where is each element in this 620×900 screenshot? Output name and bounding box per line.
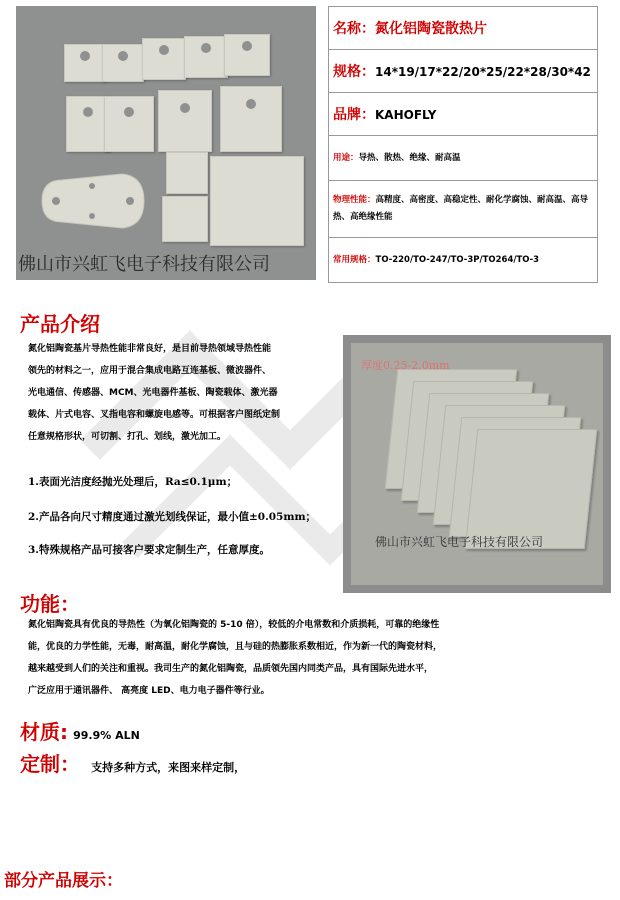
spec-row-physical — [329, 181, 598, 238]
spec-label: 物理性能： — [333, 195, 376, 205]
spec-value: KAHOFLY — [375, 108, 437, 122]
product-photo-plates — [16, 6, 316, 280]
spec-table — [328, 6, 598, 283]
intro-line: 氮化铝陶瓷基片导热性能非常良好，是目前导热领域导热性能 — [28, 344, 272, 354]
thickness-label: 厚度0.25-2.0mm — [361, 359, 450, 372]
material-heading: 材质: — [20, 720, 68, 744]
function-paragraph — [28, 614, 608, 702]
intro-point: 3.特殊规格产品可接客户要求定制生产，任意厚度。 — [28, 544, 270, 556]
spec-label: 名称： — [333, 21, 375, 37]
product-photo-sheets — [343, 335, 611, 593]
spec-label: 规格： — [333, 64, 375, 80]
custom-row — [20, 748, 245, 777]
photo-company-name: 佛山市兴虹飞电子科技有限公司 — [375, 535, 544, 549]
spec-value: 导热、散热、绝缘、耐高温 — [358, 152, 461, 163]
function-line: 氮化铝陶瓷具有优良的导热性（为氧化铝陶瓷的 5-10 倍），较低的介电常数和介质损耗，可靠的绝缘性 — [28, 620, 440, 630]
material-value: 99.9% ALN — [73, 729, 140, 742]
spec-row-usage — [329, 136, 598, 181]
photo-company-name: 佛山市兴虹飞电子科技有限公司 — [18, 254, 270, 275]
intro-point: 2.产品各向尺寸精度通过激光划线保证，最小值±0.05mm； — [28, 511, 317, 523]
intro-line: 载体、片式电容、叉指电容和螺旋电感等。可根据客户图纸定制 — [28, 410, 281, 420]
spec-row-brand — [329, 93, 598, 136]
intro-line: 光电通信、传感器、MCM、光电器件基板、陶瓷载体、激光器 — [28, 388, 278, 398]
intro-point: 1.表面光洁度经抛光处理后，Ra≤0.1μm； — [28, 476, 238, 488]
intro-paragraph — [28, 338, 348, 448]
spec-value: 氮化铝陶瓷散热片 — [375, 21, 487, 37]
spec-label: 用途： — [333, 152, 359, 163]
showcase-heading: 部分产品展示： — [4, 871, 123, 891]
spec-row-common — [329, 238, 598, 283]
material-row — [20, 716, 140, 745]
spec-value: 14*19/17*22/20*25/22*28/30*42 — [375, 65, 591, 79]
custom-value: 支持多种方式，来图来样定制， — [91, 761, 246, 774]
spec-row-size — [329, 50, 598, 93]
function-line: 能，优良的力学性能，无毒，耐高温，耐化学腐蚀，且与硅的热膨胀系数相近，作为新一代的陶瓷材料， — [28, 642, 443, 652]
spec-value: TO-220/TO-247/TO-3P/TO264/TO-3 — [375, 254, 540, 265]
function-line: 越来越受到人们的关注和重视。我司生产的氮化铝陶瓷，品质领先国内同类产品，具有国际先进水平， — [28, 664, 434, 674]
spec-row-name — [329, 7, 598, 50]
spec-label: 常用规格： — [333, 254, 376, 265]
function-heading: 功能： — [20, 592, 80, 616]
function-line: 广泛应用于通讯器件、 高亮度 LED、电力电子器件等行业。 — [28, 686, 270, 696]
spec-label: 品牌： — [333, 107, 375, 123]
intro-line: 领先的材料之一，应用于混合集成电路互连基板、微波器件、 — [28, 366, 272, 376]
spec-value: 高精度、高密度、高稳定性、耐化学腐蚀、耐高温、高导热、高绝缘性能 — [333, 195, 589, 222]
intro-heading: 产品介绍 — [20, 312, 100, 336]
intro-line: 任意规格形状，可切割、打孔、划线，激光加工。 — [28, 432, 227, 442]
custom-heading: 定制： — [20, 752, 80, 776]
